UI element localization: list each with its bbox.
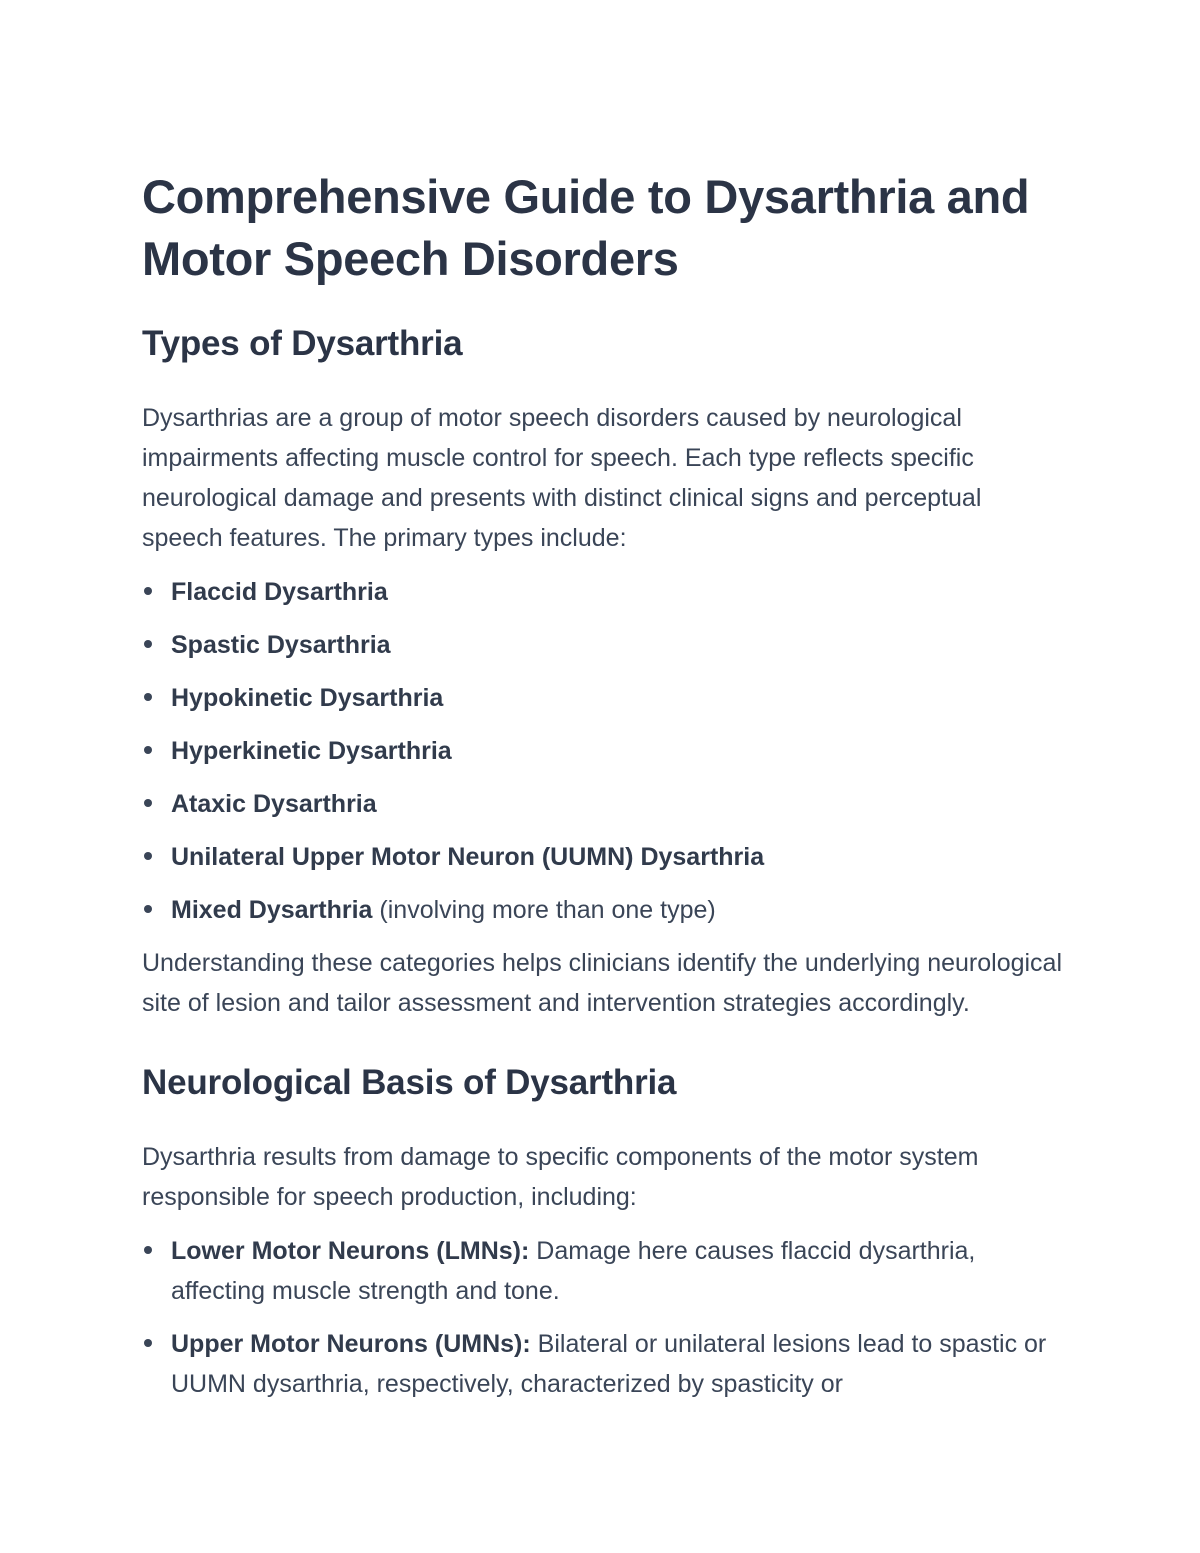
- bullet-icon: [144, 587, 152, 595]
- list-item-label: Flaccid Dysarthria: [171, 578, 388, 606]
- list-item: [142, 1231, 1062, 1311]
- list-item-text: Bilateral or unilateral lesions lead to spastic or UUMN dysarthria, respectively, characterized by spasticity or: [171, 1330, 1047, 1398]
- list-item-label: Unilateral Upper Motor Neuron (UUMN) Dysarthria: [171, 843, 765, 871]
- list-item: [142, 731, 1062, 771]
- types-conclusion-paragraph: Understanding these categories helps clinicians identify the underlying neurological site of lesion and tailor assessment and intervention strategies accordingly.: [142, 949, 1063, 1017]
- list-item-text: Damage here causes flaccid dysarthria, affecting muscle strength and tone.: [171, 1237, 976, 1305]
- list-item-label: Hyperkinetic Dysarthria: [171, 737, 452, 765]
- list-item: [142, 784, 1062, 824]
- list-item-label: Spastic Dysarthria: [171, 631, 391, 659]
- bullet-icon: [144, 852, 152, 860]
- bullet-icon: [144, 640, 152, 648]
- list-item: [142, 572, 1062, 612]
- document-page: [142, 166, 1062, 1417]
- bullet-icon: [144, 1246, 152, 1254]
- list-item-text: (involving more than one type): [372, 896, 716, 924]
- bullet-icon: [144, 746, 152, 754]
- section-heading-neurological-basis: Neurological Basis of Dysarthria: [142, 1063, 677, 1102]
- list-item-label: Upper Motor Neurons (UMNs):: [171, 1330, 531, 1358]
- types-list: [142, 572, 1062, 930]
- bullet-icon: [144, 799, 152, 807]
- list-item: [142, 837, 1062, 877]
- list-item: [142, 890, 1062, 930]
- bullet-icon: [144, 693, 152, 701]
- page-title: Comprehensive Guide to Dysarthria and Motor Speech Disorders: [142, 170, 1030, 285]
- neuro-intro-paragraph: Dysarthria results from damage to specific components of the motor system responsible for speech production, including:: [142, 1143, 979, 1211]
- section-heading-types: Types of Dysarthria: [142, 324, 463, 363]
- list-item: [142, 625, 1062, 665]
- list-item-label: Ataxic Dysarthria: [171, 790, 377, 818]
- bullet-icon: [144, 905, 152, 913]
- bullet-icon: [144, 1339, 152, 1347]
- list-item: [142, 678, 1062, 718]
- types-intro-paragraph: Dysarthrias are a group of motor speech disorders caused by neurological impairments affecting muscle control for speech. Each type reflects specific neurological damage and presents with distinct clinical signs and perceptual speech features. The primary types include:: [142, 404, 982, 552]
- neuro-list: [142, 1231, 1062, 1404]
- list-item-label: Mixed Dysarthria: [171, 896, 373, 924]
- list-item: [142, 1324, 1062, 1404]
- list-item-label: Hypokinetic Dysarthria: [171, 684, 444, 712]
- list-item-label: Lower Motor Neurons (LMNs):: [171, 1237, 530, 1265]
